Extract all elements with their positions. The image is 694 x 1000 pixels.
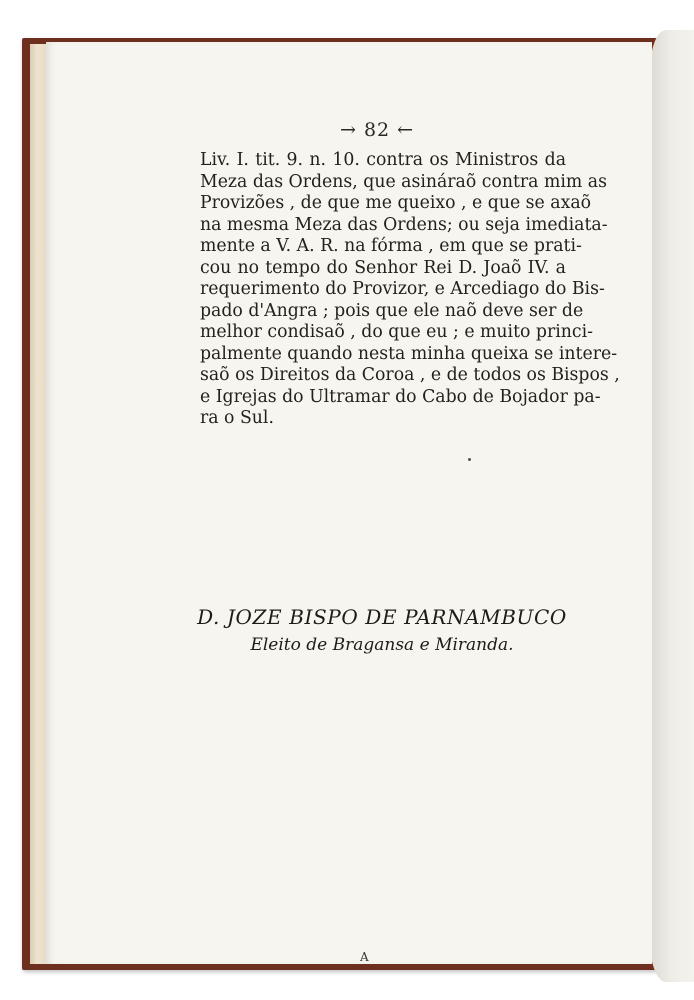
text-line: Meza das Ordens, que asináraõ contra mim as: [200, 171, 607, 192]
text-line: ra o Sul.: [200, 408, 274, 428]
text-line: pado d'Angra ; pois que ele naõ deve ser de: [200, 300, 584, 321]
signature-title: Eleito de Bragansa e Miranda.: [250, 635, 514, 655]
text-line: melhor condisaõ , do que eu ; e muito princi-: [200, 322, 593, 342]
text-line: saõ os Direitos da Coroa , e de todos os Bispos ,: [200, 365, 620, 385]
text-line: requerimento do Provizor, e Arcediago do Bis-: [200, 279, 605, 299]
text-line: palmente quando nesta minha queixa se intere-: [200, 343, 618, 364]
text-line: Liv. I. tit. 9. n. 10. contra os Ministros da: [200, 150, 566, 170]
text-line: cou no tempo do Senhor Rei D. Joaõ IV. a: [200, 257, 566, 278]
signature-name: D. JOZE BISPO DE PARNAMBUCO: [197, 605, 567, 629]
text-line: Provizões , de que me queixo , e que se axaõ: [200, 193, 592, 213]
text-line: e Igrejas do Ultramar do Cabo de Bojador pa-: [200, 386, 601, 407]
printed-dot: [468, 458, 471, 461]
page-number: → 82 ←: [340, 119, 415, 141]
facing-page-edge: [650, 30, 694, 982]
signature-mark: A: [360, 950, 369, 964]
text-line: mente a V. A. R. na fórma , em que se prati-: [200, 236, 582, 256]
body-text: [200, 150, 620, 430]
text-line: na mesma Meza das Ordens; ou seja imediata-: [200, 214, 608, 235]
